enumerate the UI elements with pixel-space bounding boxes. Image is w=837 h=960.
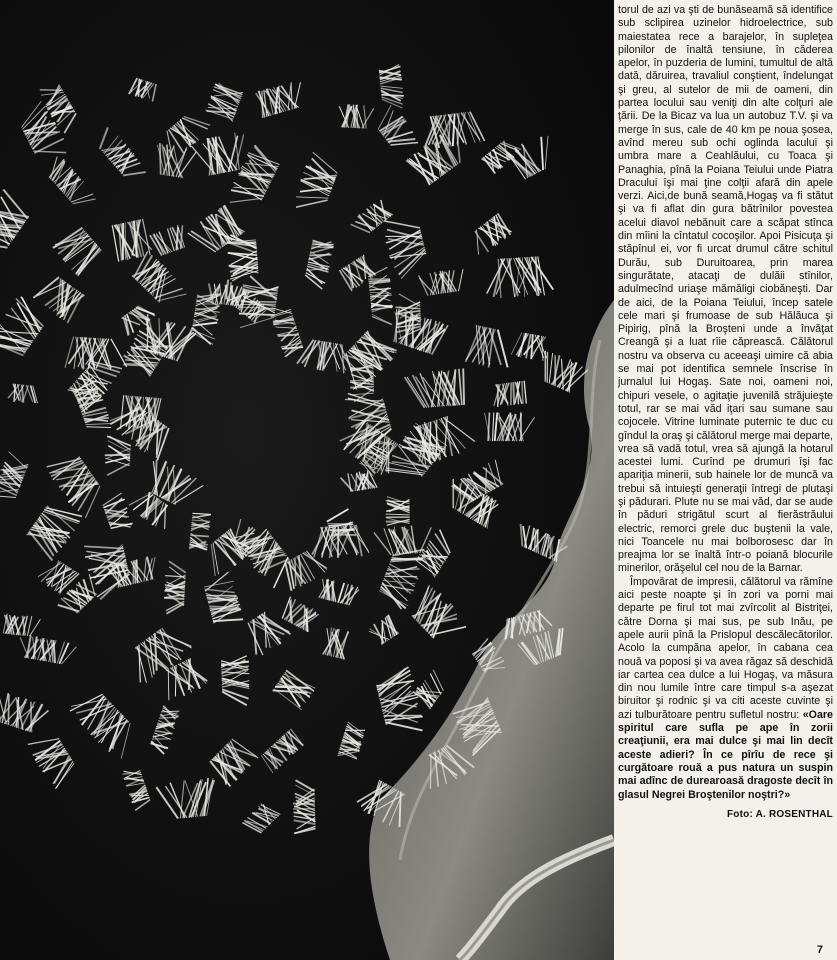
article-quote: «Oare spiritul care sufla pe ape în zorii creaţiunii, era mai dulce şi mai lin decît aceste adieri? În ce pîrîu de rece şi curgătoare rouă a pus natura un suspin mai adînc de durearoasă dragoste decît în glasul Negrei Broştenilor noştri?» [618, 708, 833, 801]
page-number: 7 [816, 944, 823, 956]
article-text-column [618, 4, 833, 821]
article-paragraph-1: torul de azi va şti de bunăseamă să identifice sub sclipirea uzinelor hidroelectrice, sub maiestatea rece a barajelor, în supleţea pilonilor de înaltă tensiune, în căderea apelor, în puzderia de lumini, tumultul de altă dată, dăruirea, travaliul conştient, îndelungat şi greu, al sutelor de mii de oameni, din partea locului sau veniţi din alte colţuri ale ţării. De la Bicaz va lua un autobuz T.V. şi va merge în sus, cale de 40 km pe noua şosea, avînd mereu sub ochi oglinda lacului şi umbra mare a Ceahlăului, cu Toaca şi Panaghia, pînă la Poiana Teiului unde Piatra Dracului îşi mai ţine colţii afară din apele verzi. Aici,de bună seamă,Hogaş va fi stătut şi va fi aflat din gura bătrînilor povestea acelui diavol nebănuit care a scăpat stînca din mîini la cîntatul cocoşilor. Apoi Pisicuţa şi stăpînul ei, vor fi urcat drumul către schitul Durău, sub Duruitoarea, prin marea singurătate, atacaţi de dulăii stînilor, adulmecînd uriaşe mămăligi ciobăneşti. Dar de aici, de la Poiana Teiului, încep satele cele mari şi frumoase de sub Hălăuca şi Pipirig, pînă la Broşteni unde a învăţat Creangă şi a luat rîie căprească. Călătorul nostru va observa cu aceeaşi uimire că abia se mai pot identifica semnele înscrise în jurnalul lui Hogaş. Sate noi, oameni noi, chipuri vesele, o agitaţie juvenilă străjuieşte totul, rar se mai văd iţari sau sumane sau cojocele. Vitrine luminate puternic te duc cu gîndul la oraş şi călătorul merge mai departe, vrea să vadă totul, vrea să ajungă la hotarul acestei lumi. Curînd pe drumuri îşi fac apariţia minerii, sub hainele lor de muncă va trebui să intuieşti generaţii întregi de plutaşi şi pădurari. Plute nu se mai văd, dar se aude în păduri strigătul scurt al fierăstrăului electric, remorci grele duc buştenii la vale, nici Toancele nu mai bolborosesc dar în preajma lor se înaltă într-o poiană blocurile minerilor, orăşelul cel nou de la Barnar. [618, 4, 833, 575]
photo-credit: Foto: A. ROSENTHAL [727, 808, 833, 820]
article-paragraph-2 [618, 576, 833, 802]
article-paragraph-2-text: Împovărat de impresii, călătorul va rămîne aici peste noapte şi în zori va porni mai departe pe firul tot mai zvîrcolit al Bistriţei, către Dorna şi mai sus, pe sub Inău, pe apele aurii pînă la Prislopul descălecătorilor. Acolo la cumpăna apelor, în cabana cea nouă va poposi şi va avea răgaz să deschidă iar cartea cea dulce a lui Hogaş, va măsura din nou lumile între care timpul s-a aşezat biruitor şi rodnic şi va citi aceste cuvinte şi azi tulburătoare pentru sufletul nostru: [618, 575, 833, 721]
